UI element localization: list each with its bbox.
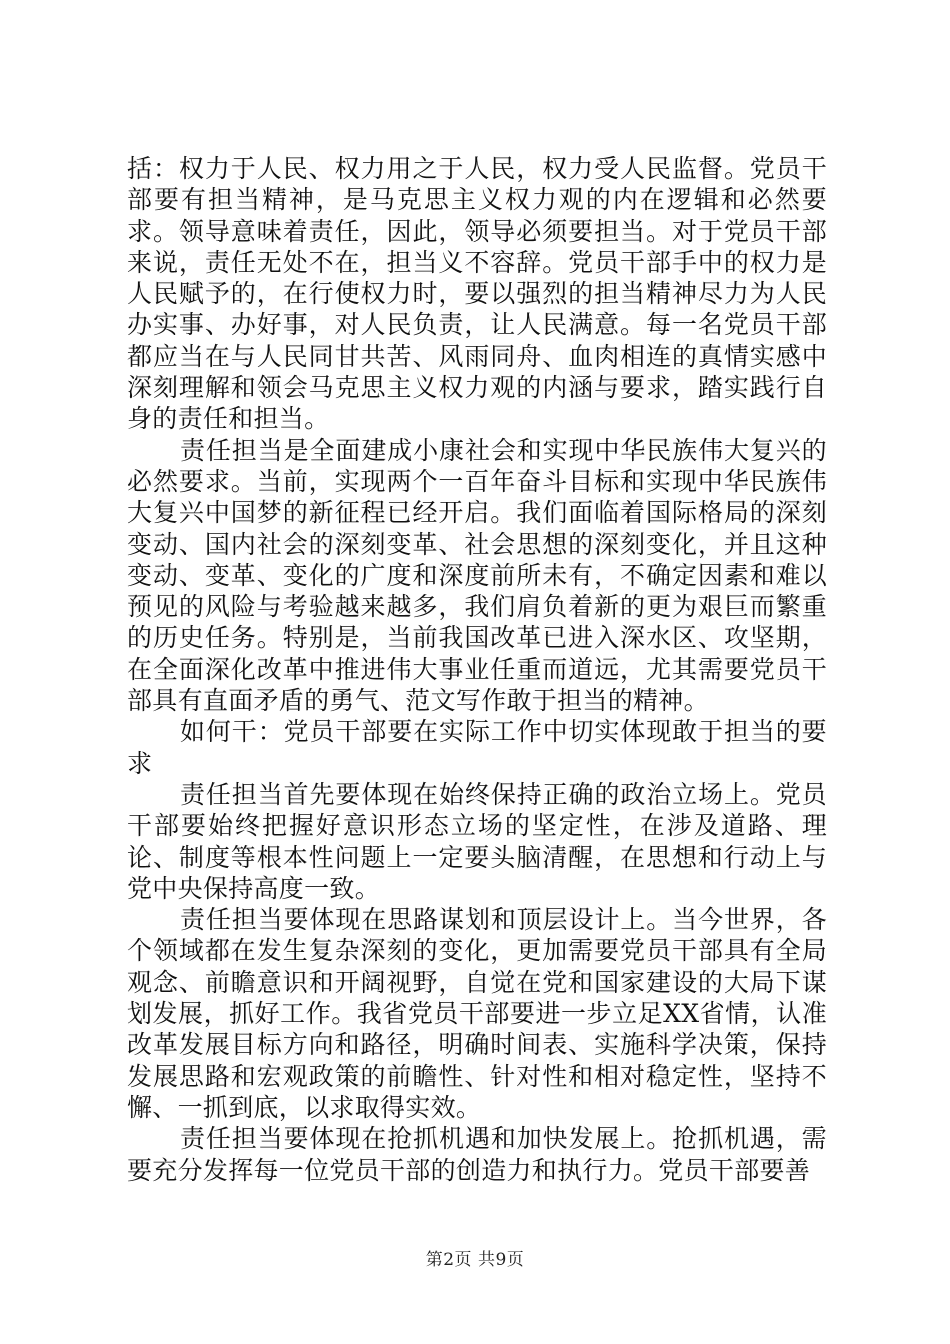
paragraph-planning-design: 责任担当要体现在思路谋划和顶层设计上。当今世界，各个领域都在发生复杂深刻的变化，更加需要党员干部具有全局观念、前瞻意识和开阔视野，自觉在党和国家建设的大局下谋划发展，抓好工作。我省党员干部要进一步立足XX省情，认准改革发展目标方向和路径，明确时间表、实施科学决策，保持发展思路和宏观政策的前瞻性、针对性和相对稳定性，坚持不懈、一抓到底，以求取得实效。 <box>127 905 827 1122</box>
paragraph-seize-opportunity: 责任担当要体现在抢抓机遇和加快发展上。抢抓机遇，需要充分发挥每一位党员干部的创造力和执行力。党员干部要善 <box>127 1124 827 1185</box>
paragraph-political-stance: 责任担当首先要体现在始终保持正确的政治立场上。党员干部要始终把握好意识形态立场的坚定性，在涉及道路、理论、制度等根本性问题上一定要头脑清醒，在思想和行动上与党中央保持高度一致。 <box>127 779 827 903</box>
section-heading-how-to-act: 如何干：党员干部要在实际工作中切实体现敢于担当的要求 <box>127 717 827 778</box>
document-body <box>127 153 827 1186</box>
paragraph-responsibility-requirement: 责任担当是全面建成小康社会和实现中华民族伟大复兴的必然要求。当前，实现两个一百年奋斗目标和实现中华民族伟大复兴中国梦的新征程已经开启。我们面临着国际格局的深刻变动、国内社会的深刻变革、社会思想的深刻变化，并且这种变动、变革、变化的广度和深度前所未有，不确定因素和难以预见的风险与考验越来越多，我们肩负着新的更为艰巨而繁重的历史任务。特别是，当前我国改革已进入深水区、攻坚期，在全面深化改革中推进伟大事业任重而道远，尤其需要党员干部具有直面矛盾的勇气、范文写作敢于担当的精神。 <box>127 435 827 716</box>
page-footer: 第2页 共9页 <box>425 1250 525 1270</box>
paragraph-continuation: 括：权力于人民、权力用之于人民，权力受人民监督。党员干部要有担当精神，是马克思主义权力观的内在逻辑和必然要求。领导意味着责任，因此，领导必须要担当。对于党员干部来说，责任无处不在，担当义不容辞。党员干部手中的权力是人民赋予的，在行使权力时，要以强烈的担当精神尽力为人民办实事、办好事，对人民负责，让人民满意。每一名党员干部都应当在与人民同甘共苦、风雨同舟、血肉相连的真情实感中深刻理解和领会马克思主义权力观的内涵与要求，踏实践行自身的责任和担当。 <box>127 154 827 434</box>
